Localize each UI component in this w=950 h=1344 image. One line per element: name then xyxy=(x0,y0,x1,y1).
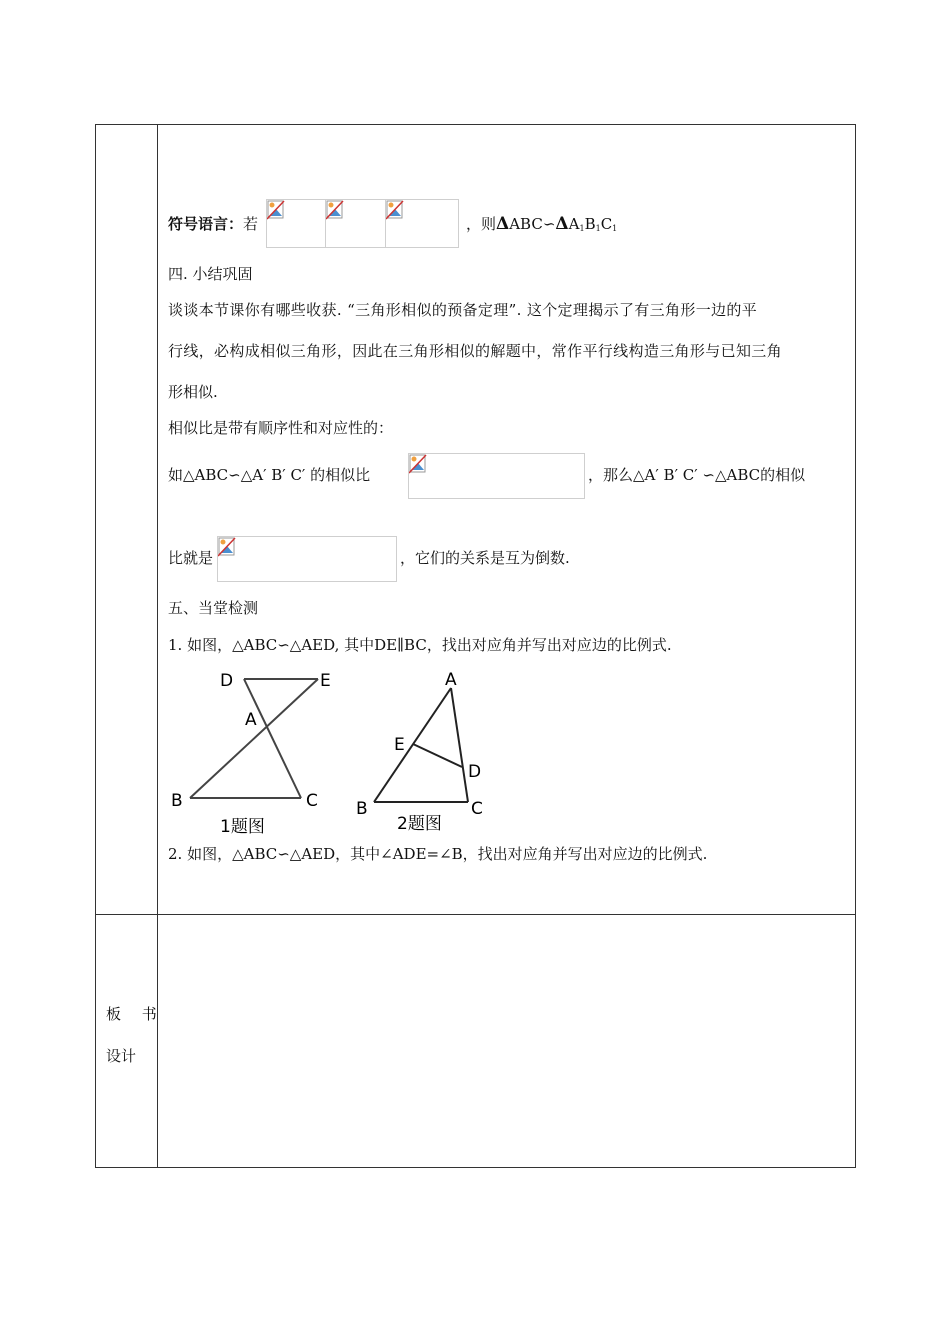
fig1-label-c: C xyxy=(306,791,318,811)
broken-image-icon xyxy=(386,200,404,220)
fig1-segment-eb xyxy=(190,679,318,798)
ratio-image-1 xyxy=(408,453,585,499)
table-row-divider xyxy=(95,914,856,915)
ratio-line-b: ，那么△A′ B′ C′ ∽△ABC的相似 xyxy=(588,466,806,484)
ratio-intro: 相似比是带有顺序性和对应性的： xyxy=(168,419,394,437)
delta-symbol-1: Δ xyxy=(496,214,510,234)
figure-1 xyxy=(168,664,348,839)
tri2-b-sub: 1 xyxy=(595,224,601,233)
fig2-label-d: D xyxy=(468,762,482,782)
tri2-c: C xyxy=(600,215,613,233)
fig1-caption: 1题图 xyxy=(220,817,265,837)
symbol-label: 符号语言： xyxy=(168,215,244,233)
fig2-label-c: C xyxy=(471,799,483,819)
section4-heading: 四. 小结巩固 xyxy=(168,265,253,283)
formula-image-1 xyxy=(266,199,327,248)
ratio-image-2 xyxy=(217,536,397,582)
section4-para-line1: 谈谈本节课你有哪些收获. “三角形相似的预备定理”. 这个定理揭示了有三角形一边的平 xyxy=(168,301,758,319)
delta-symbol-2: Δ xyxy=(555,214,569,234)
symbol-line xyxy=(168,214,258,234)
fig2-label-b: B xyxy=(356,799,368,819)
fig2-segment-ed xyxy=(413,744,462,767)
broken-image-icon xyxy=(326,200,344,220)
fig1-label-d: D xyxy=(220,671,234,691)
formula-image-2 xyxy=(325,199,386,248)
fig2-segment-ab xyxy=(374,688,451,802)
tri2-c-sub: 1 xyxy=(612,224,618,233)
figure-2 xyxy=(352,664,502,839)
symbol-conclusion xyxy=(466,214,617,239)
fig1-label-b: B xyxy=(171,791,183,811)
formula-image-3 xyxy=(385,199,459,248)
fig1-label-a: A xyxy=(245,710,257,730)
fig2-caption: 2题图 xyxy=(397,814,442,834)
then-text: ，则 xyxy=(466,215,497,233)
broken-image-icon xyxy=(267,200,285,220)
tri2-b: B xyxy=(584,215,596,233)
broken-image-icon xyxy=(409,454,427,474)
ratio-line2-b: ，它们的关系是互为倒数. xyxy=(400,549,570,567)
question-2: 2. 如图，△ABC∽△AED，其中∠ADE=∠B，找出对应角并写出对应边的比例式. xyxy=(168,845,708,863)
fig1-label-e: E xyxy=(320,671,331,691)
fig2-label-a: A xyxy=(445,670,457,690)
question-1: 1. 如图，△ABC∽△AED, 其中DE∥BC，找出对应角并写出对应边的比例式. xyxy=(168,636,672,654)
ratio-line-a: 如△ABC∽△A′ B′ C′ 的相似比 xyxy=(168,466,371,484)
ratio-line2-a: 比就是 xyxy=(168,549,214,567)
section5-heading: 五、当堂检测 xyxy=(168,599,259,617)
board-label-line2: 设计 xyxy=(106,1047,137,1065)
board-label-line1: 板 书 xyxy=(106,1005,165,1023)
symbol-ruo: 若 xyxy=(243,215,259,233)
fig2-label-e: E xyxy=(394,735,405,755)
triangle-abc: ABC xyxy=(509,215,543,233)
tri2-a-sub: 1 xyxy=(579,224,585,233)
fig2-segment-ac xyxy=(451,688,468,802)
section4-para-line2: 行线，必构成相似三角形，因此在三角形相似的解题中，常作平行线构造三角形与已知三角 xyxy=(168,342,783,360)
section4-para-line3: 形相似. xyxy=(168,383,218,401)
broken-image-icon xyxy=(218,537,236,557)
similar-symbol: ∽ xyxy=(542,215,556,233)
tri2-a: A xyxy=(568,215,580,233)
